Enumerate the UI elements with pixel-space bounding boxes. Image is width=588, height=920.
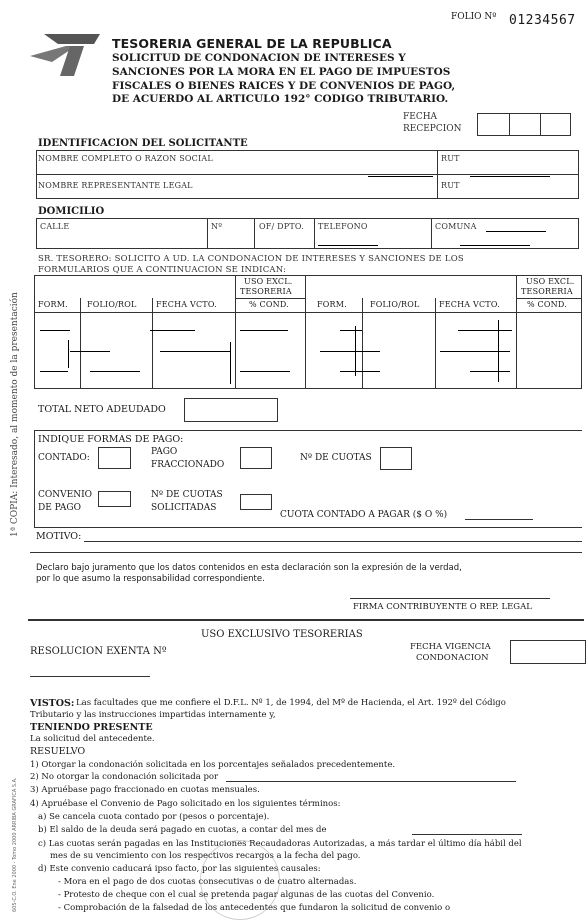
form-title-line-1: SOLICITUD DE CONDONACION DE INTERESES Y (112, 52, 406, 64)
folio-label: FOLIO Nº (451, 12, 497, 22)
fecha-recepcion-box[interactable] (477, 113, 571, 136)
of-dpto-label: OF/ DPTO. (259, 222, 304, 231)
rut-label: RUT (441, 181, 460, 190)
redaction-line (70, 351, 110, 352)
resuelvo-item: - Comprobación de la falsedad de los antecedentes que fundaron la solicitud de convenio o (58, 903, 451, 913)
uso-excl-label: USO EXCL. (244, 277, 293, 286)
cuota-contado-label: CUOTA CONTADO A PAGAR ($ O %) (280, 510, 448, 520)
redaction-line (498, 320, 499, 382)
divider (36, 248, 579, 249)
pago-bottom (34, 527, 582, 528)
table-divider (80, 298, 81, 388)
uso-excl-underline (235, 298, 305, 299)
nombre-label: NOMBRE COMPLETO O RAZON SOCIAL (38, 154, 213, 163)
table-border (581, 275, 582, 388)
tesoreria-logo (30, 32, 102, 76)
fecha-divider (509, 113, 510, 136)
redaction-line (470, 176, 550, 177)
uso-excl-label: USO EXCL. (526, 277, 575, 286)
telefono-label: TELEFONO (318, 222, 368, 231)
divider (36, 174, 579, 175)
firma-line[interactable] (350, 598, 550, 599)
redaction-line (368, 176, 433, 177)
table-border (34, 275, 35, 388)
representante-label: NOMBRE REPRESENTANTE LEGAL (38, 181, 193, 190)
fecha-vigencia-label-1: FECHA VIGENCIA (410, 642, 491, 652)
resuelvo-item: 2) No otorgar la condonación solicitada por (30, 772, 219, 782)
resuelvo-item: 3) Apruébase pago fraccionado en cuotas mensuales. (30, 785, 260, 795)
resuelvo-item: c) Las cuotas serán pagadas en las Instituciones Recaudadoras Autorizadas, a más tardar el último día hábil del (38, 839, 522, 849)
col-fecha-vcto: FECHA VCTO. (156, 300, 217, 309)
pago-border (34, 430, 35, 527)
of-dpto-field[interactable] (255, 232, 313, 247)
divider (578, 218, 579, 248)
comuna-label: COMUNA (435, 222, 477, 231)
uso-excl-underline (516, 298, 582, 299)
redaction-line (68, 340, 69, 368)
n-cuotas-label: Nº DE CUOTAS (300, 453, 372, 463)
pago-fraccionado-label-2: FRACCIONADO (151, 460, 225, 470)
fecha-divider (540, 113, 541, 136)
redaction-line (240, 330, 288, 331)
contado-checkbox[interactable] (98, 447, 131, 469)
rut-field[interactable] (438, 188, 578, 198)
vistos-label: VISTOS: (30, 698, 75, 709)
form-title-line-2: SANCIONES POR LA MORA EN EL PAGO DE IMPUESTOS (112, 66, 451, 78)
redaction-line (458, 330, 512, 331)
redaction-line (160, 351, 230, 352)
declaracion-line-2: por lo que asumo la responsabilidad correspondiente. (36, 574, 265, 584)
side-copy-text: 1ª COPIA: Interesado, al momento de la presentación (10, 292, 20, 537)
solicitud-text-line-1: SR. TESORERO: SOLICITO A UD. LA CONDONACION DE INTERESES Y SANCIONES DE LOS (38, 254, 464, 264)
calle-field[interactable] (37, 232, 206, 247)
resuelvo-item: - Mora en el pago de dos cuotas consecutivas o de cuatro alternadas. (58, 877, 357, 887)
fecha-recepcion-label-1: FECHA (403, 112, 438, 122)
teniendo-label: TENIENDO PRESENTE (30, 722, 153, 733)
table-divider (362, 298, 363, 388)
resuelvo-item: 4) Apruébase el Convenio de Pago solicitado en los siguientes términos: (30, 799, 341, 809)
table-divider (235, 275, 236, 388)
redaction-line (90, 371, 140, 372)
resuelvo-blank-field[interactable] (412, 834, 522, 835)
table-bottom (34, 388, 582, 389)
rut-label: RUT (441, 154, 460, 163)
resuelvo-item: mes de su vencimiento con los respectivos recargos a la fecha del pago. (50, 851, 361, 861)
side-print-text: 605-C.O. Ene 2000 - Tomo 2000 ARRIBA GRAFICA S.A. (12, 777, 18, 912)
firma-label: FIRMA CONTRIBUYENTE O REP. LEGAL (353, 602, 532, 612)
pago-fraccionado-checkbox[interactable] (240, 447, 272, 469)
n-cuotas-solicitadas-label-1: Nº DE CUOTAS (151, 490, 223, 500)
org-title: TESORERIA GENERAL DE LA REPUBLICA (112, 36, 392, 51)
declaracion-line-1: Declaro bajo juramento que los datos contenidos en esta declaración son la expresión de la verdad, (36, 563, 462, 573)
col-form: FORM. (38, 300, 68, 309)
col-fecha-vcto: FECHA VCTO. (439, 300, 500, 309)
redaction-line (355, 326, 356, 376)
redaction-line (240, 371, 290, 372)
convenio-label-2: DE PAGO (38, 503, 81, 513)
total-field[interactable] (184, 398, 278, 422)
teniendo-text: La solicitud del antecedente. (30, 734, 155, 744)
table-divider (152, 298, 153, 388)
n-cuotas-solicitadas-label-2: SOLICITADAS (151, 503, 217, 513)
resolucion-label: RESOLUCION EXENTA Nº (30, 646, 167, 657)
resuelvo-label: RESUELVO (30, 746, 86, 757)
redaction-line (486, 231, 546, 232)
identificacion-section-title: IDENTIFICACION DEL SOLICITANTE (38, 138, 248, 149)
n-cuotas-field[interactable] (380, 447, 412, 470)
divider (36, 218, 579, 219)
redaction-line (460, 245, 530, 246)
fecha-vigencia-field[interactable] (510, 640, 586, 664)
redaction-line (40, 330, 70, 331)
solicitud-text-line-2: FORMULARIOS QUE A CONTINUACION SE INDICAN: (38, 265, 287, 275)
uso-exclusivo-title: USO EXCLUSIVO TESORERIAS (201, 629, 363, 640)
divider (36, 198, 579, 199)
motivo-field[interactable] (84, 541, 582, 542)
redaction-line (340, 330, 362, 331)
divider (36, 150, 579, 151)
redaction-line (230, 342, 231, 384)
table-top (34, 275, 582, 276)
motivo-label: MOTIVO: (36, 531, 82, 542)
fecha-recepcion-label-2: RECEPCION (403, 124, 462, 134)
table-divider (435, 298, 436, 388)
cuota-contado-field[interactable] (465, 519, 533, 520)
uso-excl-label: TESORERIA (521, 287, 573, 296)
pago-top (34, 430, 582, 431)
calle-label: CALLE (40, 222, 70, 231)
resuelvo-blank-field[interactable] (226, 781, 516, 782)
resolucion-field[interactable] (30, 676, 150, 677)
uso-excl-label: TESORERIA (240, 287, 292, 296)
col-folio-rol: FOLIO/ROL (87, 300, 137, 309)
resuelvo-item: 1) Otorgar la condonación solicitada en los porcentajes señalados precedentemente. (30, 760, 396, 770)
redaction-line (440, 351, 510, 352)
table-header-divider (34, 312, 582, 313)
rut-field[interactable] (438, 164, 578, 174)
form-title-line-3: FISCALES O BIENES RAICES Y DE CONVENIOS DE PAGO, (112, 80, 456, 92)
numero-field[interactable] (208, 232, 253, 247)
redaction-line (320, 351, 380, 352)
divider (30, 552, 582, 553)
table-divider (516, 275, 517, 388)
resuelvo-item: - Protesto de cheque con el cual se pretenda pagar algunas de las cuotas del Convenio. (58, 890, 435, 900)
n-cuotas-solicitadas-field[interactable] (240, 494, 272, 510)
vistos-line-2: Tributario y las instrucciones impartidas internamente y, (30, 710, 276, 720)
domicilio-section-title: DOMICILIO (38, 206, 105, 217)
total-label: TOTAL NETO ADEUDADO (38, 404, 166, 415)
numero-label: Nº (211, 222, 223, 231)
col-folio-rol: FOLIO/ROL (370, 300, 420, 309)
resuelvo-item: b) El saldo de la deuda será pagado en cuotas, a contar del mes de (38, 825, 327, 835)
divider (28, 619, 584, 621)
table-divider (305, 275, 306, 388)
redaction-line (40, 371, 68, 372)
stamp-mark (200, 840, 280, 920)
convenio-label-1: CONVENIO (38, 490, 93, 500)
representante-field[interactable] (37, 188, 436, 198)
resuelvo-item: d) Este convenio caducará ipso facto, por las siguientes causales: (38, 864, 321, 874)
convenio-checkbox[interactable] (98, 491, 131, 507)
col-form: FORM. (317, 300, 347, 309)
vistos-line-1: Las facultades que me confiere el D.F.L. Nº 1, de 1994, del Mº de Hacienda, el Art. 192º del Código (76, 698, 506, 708)
redaction-line (340, 371, 380, 372)
col-cond: % COND. (249, 300, 289, 309)
contado-label: CONTADO: (38, 453, 90, 463)
redaction-line (470, 371, 510, 372)
col-cond: % COND. (527, 300, 567, 309)
nombre-field[interactable] (37, 164, 436, 174)
pago-title: INDIQUE FORMAS DE PAGO: (38, 434, 184, 445)
fecha-vigencia-label-2: CONDONACION (416, 653, 489, 663)
folio-number: 01234567 (509, 13, 576, 28)
form-title-line-4: DE ACUERDO AL ARTICULO 192° CODIGO TRIBUTARIO. (112, 93, 449, 105)
redaction-line (318, 245, 378, 246)
resuelvo-item: a) Se cancela cuota contado por (pesos o porcentaje). (38, 812, 270, 822)
pago-fraccionado-label-1: PAGO (151, 447, 178, 457)
redaction-line (150, 330, 195, 331)
